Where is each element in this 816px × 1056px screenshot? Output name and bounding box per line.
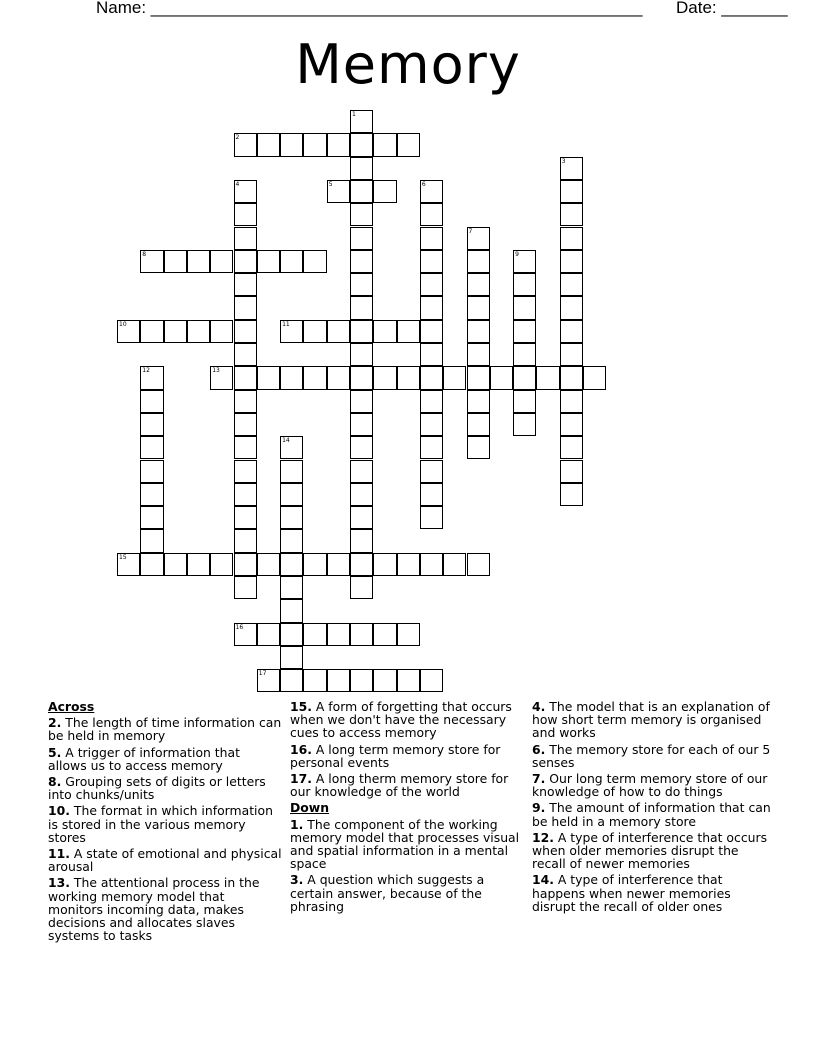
clue-text: The length of time information can be held in memory bbox=[48, 715, 282, 744]
clue-number-label: 11. bbox=[48, 846, 70, 862]
clue-number: 13 bbox=[212, 367, 220, 375]
crossword-cell[interactable] bbox=[373, 320, 396, 343]
crossword-cell[interactable] bbox=[350, 110, 373, 133]
clue-item bbox=[48, 775, 282, 801]
crossword-cell[interactable] bbox=[350, 460, 373, 483]
crossword-cell[interactable] bbox=[420, 320, 443, 343]
crossword-cell[interactable] bbox=[560, 320, 583, 343]
crossword-cell[interactable] bbox=[397, 133, 420, 156]
clue-item bbox=[290, 772, 524, 798]
clue-number: 5 bbox=[328, 180, 333, 188]
clue-number: 7 bbox=[468, 227, 473, 235]
clue-number: 10 bbox=[119, 320, 127, 328]
crossword-cell[interactable] bbox=[234, 320, 257, 343]
clue-text: A long therm memory store for our knowledge of the world bbox=[290, 771, 509, 800]
crossword-cell[interactable] bbox=[420, 343, 443, 366]
crossword-cell[interactable] bbox=[350, 529, 373, 552]
crossword-cell[interactable] bbox=[560, 436, 583, 459]
crossword-cell[interactable] bbox=[280, 529, 303, 552]
crossword-cell[interactable] bbox=[420, 250, 443, 273]
crossword-cell[interactable] bbox=[327, 623, 350, 646]
crossword-cell[interactable] bbox=[513, 343, 536, 366]
crossword-cell[interactable] bbox=[187, 320, 210, 343]
crossword-cell[interactable] bbox=[257, 366, 280, 389]
crossword-cell[interactable] bbox=[467, 273, 490, 296]
crossword-cell[interactable] bbox=[280, 553, 303, 576]
crossword-cell[interactable] bbox=[140, 460, 163, 483]
crossword-cell[interactable] bbox=[467, 413, 490, 436]
clue-number: 9 bbox=[515, 250, 519, 258]
clue-item bbox=[532, 831, 772, 871]
crossword-cell[interactable] bbox=[303, 669, 326, 692]
crossword-cell[interactable] bbox=[234, 180, 257, 203]
crossword-cell[interactable] bbox=[140, 529, 163, 552]
name-field-label[interactable]: Name: ____________________________________________________ bbox=[96, 0, 643, 17]
crossword-cell[interactable] bbox=[536, 366, 559, 389]
crossword-cell[interactable] bbox=[210, 250, 233, 273]
crossword-cell[interactable] bbox=[280, 599, 303, 622]
clue-item bbox=[290, 818, 524, 871]
clue-number-label: 7. bbox=[532, 771, 546, 787]
clue-item bbox=[290, 700, 524, 740]
crossword-cell[interactable] bbox=[303, 250, 326, 273]
crossword-cell[interactable] bbox=[350, 157, 373, 180]
crossword-cell[interactable] bbox=[350, 273, 373, 296]
crossword-cell[interactable] bbox=[140, 436, 163, 459]
crossword-cell[interactable] bbox=[467, 343, 490, 366]
clue-text: A form of forgetting that occurs when we don't have the necessary cues to access memory bbox=[290, 699, 512, 741]
crossword-cell[interactable] bbox=[397, 623, 420, 646]
crossword-cell[interactable] bbox=[420, 366, 443, 389]
clue-number-label: 2. bbox=[48, 715, 62, 731]
clues-column-1 bbox=[48, 700, 282, 945]
crossword-cell[interactable] bbox=[187, 250, 210, 273]
crossword-cell[interactable] bbox=[234, 413, 257, 436]
crossword-cell[interactable] bbox=[350, 366, 373, 389]
crossword-cell[interactable] bbox=[257, 669, 280, 692]
crossword-cell[interactable] bbox=[373, 366, 396, 389]
crossword-cell[interactable] bbox=[420, 669, 443, 692]
page-title: Memory bbox=[295, 33, 521, 96]
clue-item bbox=[48, 716, 282, 742]
crossword-cell[interactable] bbox=[513, 366, 536, 389]
crossword-cell[interactable] bbox=[467, 553, 490, 576]
crossword-cell[interactable] bbox=[583, 366, 606, 389]
clue-item bbox=[532, 801, 772, 827]
clue-number: 11 bbox=[282, 320, 290, 328]
crossword-cell[interactable] bbox=[327, 669, 350, 692]
crossword-cell[interactable] bbox=[280, 506, 303, 529]
clue-number-label: 16. bbox=[290, 741, 312, 757]
crossword-cell[interactable] bbox=[164, 250, 187, 273]
crossword-cell[interactable] bbox=[280, 483, 303, 506]
crossword-cell[interactable] bbox=[234, 506, 257, 529]
crossword-cell[interactable] bbox=[560, 483, 583, 506]
crossword-cell[interactable] bbox=[280, 366, 303, 389]
crossword-cell[interactable] bbox=[350, 320, 373, 343]
clue-number: 14 bbox=[282, 437, 290, 445]
crossword-cell[interactable] bbox=[140, 390, 163, 413]
crossword-cell[interactable] bbox=[327, 133, 350, 156]
crossword-cell[interactable] bbox=[560, 366, 583, 389]
clue-item bbox=[290, 743, 524, 769]
crossword-cell[interactable] bbox=[397, 320, 420, 343]
crossword-cell[interactable] bbox=[513, 296, 536, 319]
crossword-cell[interactable] bbox=[140, 250, 163, 273]
crossword-cell[interactable] bbox=[373, 133, 396, 156]
crossword-cell[interactable] bbox=[280, 646, 303, 669]
crossword-cell[interactable] bbox=[280, 623, 303, 646]
crossword-cell[interactable] bbox=[234, 436, 257, 459]
clue-number-label: 5. bbox=[48, 744, 62, 760]
crossword-cell[interactable] bbox=[513, 390, 536, 413]
crossword-cell[interactable] bbox=[117, 553, 140, 576]
crossword-cell[interactable] bbox=[420, 413, 443, 436]
crossword-cell[interactable] bbox=[467, 227, 490, 250]
crossword-cell[interactable] bbox=[164, 320, 187, 343]
crossword-cell[interactable] bbox=[234, 483, 257, 506]
clue-item bbox=[48, 804, 282, 844]
crossword-cell[interactable] bbox=[560, 296, 583, 319]
clue-text: A state of emotional and physical arousal bbox=[48, 846, 282, 875]
clue-item bbox=[48, 746, 282, 772]
crossword-cell[interactable] bbox=[257, 553, 280, 576]
clue-number-label: 1. bbox=[290, 816, 304, 832]
crossword-cell[interactable] bbox=[420, 273, 443, 296]
crossword-cell[interactable] bbox=[420, 227, 443, 250]
date-field-label[interactable]: Date: _______ bbox=[676, 0, 788, 17]
clue-item bbox=[290, 873, 524, 913]
crossword-cell[interactable] bbox=[467, 296, 490, 319]
clue-text: The format in which information is stored in the various memory stores bbox=[48, 803, 273, 845]
crossword-cell[interactable] bbox=[420, 483, 443, 506]
crossword-cell[interactable] bbox=[560, 460, 583, 483]
crossword-cell[interactable] bbox=[280, 320, 303, 343]
crossword-cell[interactable] bbox=[234, 529, 257, 552]
crossword-cell[interactable] bbox=[560, 227, 583, 250]
crossword-cell[interactable] bbox=[280, 436, 303, 459]
crossword-cell[interactable] bbox=[420, 180, 443, 203]
crossword-cell[interactable] bbox=[257, 623, 280, 646]
clue-item bbox=[532, 873, 772, 913]
crossword-cell[interactable] bbox=[187, 553, 210, 576]
crossword-cell[interactable] bbox=[234, 273, 257, 296]
clue-text: A type of interference that occurs when older memories disrupt the recall of newer memories bbox=[532, 829, 768, 872]
clues-column-2 bbox=[290, 700, 524, 916]
clue-number-label: 17. bbox=[290, 771, 312, 787]
crossword-cell[interactable] bbox=[443, 366, 466, 389]
crossword-cell[interactable] bbox=[234, 623, 257, 646]
clue-number-label: 4. bbox=[532, 699, 546, 714]
clues-column-3 bbox=[532, 700, 772, 916]
clue-number-label: 10. bbox=[48, 803, 70, 819]
crossword-cell[interactable] bbox=[513, 413, 536, 436]
crossword-cell[interactable] bbox=[350, 227, 373, 250]
crossword-cell[interactable] bbox=[257, 133, 280, 156]
crossword-cell[interactable] bbox=[490, 366, 513, 389]
crossword-cell[interactable] bbox=[350, 390, 373, 413]
crossword-cell[interactable] bbox=[303, 320, 326, 343]
clue-text: The amount of information that can be held in a memory store bbox=[532, 800, 771, 829]
crossword-cell[interactable] bbox=[420, 460, 443, 483]
crossword-cell[interactable] bbox=[164, 553, 187, 576]
crossword-cell[interactable] bbox=[234, 390, 257, 413]
crossword-cell[interactable] bbox=[467, 436, 490, 459]
crossword-cell[interactable] bbox=[140, 320, 163, 343]
crossword-cell[interactable] bbox=[303, 133, 326, 156]
crossword-cell[interactable] bbox=[373, 180, 396, 203]
down-header: Down bbox=[290, 800, 330, 816]
crossword-cell[interactable] bbox=[280, 250, 303, 273]
crossword-cell[interactable] bbox=[234, 460, 257, 483]
crossword-cell[interactable] bbox=[560, 157, 583, 180]
crossword-cell[interactable] bbox=[350, 576, 373, 599]
crossword-cell[interactable] bbox=[350, 203, 373, 226]
crossword-cell[interactable] bbox=[327, 553, 350, 576]
clue-number-label: 12. bbox=[532, 829, 554, 845]
crossword-cell[interactable] bbox=[560, 390, 583, 413]
crossword-cell[interactable] bbox=[327, 180, 350, 203]
crossword-cell[interactable] bbox=[234, 203, 257, 226]
across-header: Across bbox=[48, 699, 95, 714]
clue-number-label: 9. bbox=[532, 800, 546, 816]
clue-number: 1 bbox=[352, 111, 356, 118]
crossword-cell[interactable] bbox=[140, 553, 163, 576]
crossword-cell[interactable] bbox=[140, 483, 163, 506]
clue-number-label: 8. bbox=[48, 774, 62, 790]
clue-number: 3 bbox=[561, 157, 566, 165]
crossword-cell[interactable] bbox=[234, 227, 257, 250]
crossword-cell[interactable] bbox=[420, 203, 443, 226]
clue-number: 12 bbox=[142, 367, 150, 375]
crossword-cell[interactable] bbox=[303, 623, 326, 646]
crossword-cell[interactable] bbox=[397, 366, 420, 389]
crossword-cell[interactable] bbox=[210, 366, 233, 389]
crossword-cell[interactable] bbox=[303, 553, 326, 576]
crossword-cell[interactable] bbox=[420, 506, 443, 529]
clue-text: The model that is an explanation of how short term memory is organised and works bbox=[532, 699, 770, 741]
clue-item bbox=[48, 847, 282, 873]
crossword-cell[interactable] bbox=[234, 296, 257, 319]
crossword-cell[interactable] bbox=[327, 320, 350, 343]
clue-number-label: 13. bbox=[48, 875, 70, 891]
clue-number: 4 bbox=[235, 180, 240, 188]
clue-text: A trigger of information that allows us to access memory bbox=[48, 744, 240, 773]
crossword-cell[interactable] bbox=[513, 250, 536, 273]
clue-number-label: 15. bbox=[290, 699, 312, 714]
clue-number-label: 14. bbox=[532, 872, 554, 888]
crossword-cell[interactable] bbox=[234, 553, 257, 576]
crossword-cell[interactable] bbox=[350, 133, 373, 156]
crossword-cell[interactable] bbox=[560, 180, 583, 203]
clue-text: A question which suggests a certain answer, because of the phrasing bbox=[290, 872, 485, 914]
clue-text: Grouping sets of digits or letters into chunks/units bbox=[48, 774, 266, 803]
clue-item bbox=[532, 743, 772, 769]
crossword-cell[interactable] bbox=[257, 250, 280, 273]
crossword-cell[interactable] bbox=[303, 366, 326, 389]
crossword-cell[interactable] bbox=[280, 669, 303, 692]
clue-text: Our long term memory store of our knowledge of how to do things bbox=[532, 771, 768, 800]
crossword-cell[interactable] bbox=[467, 366, 490, 389]
crossword-cell[interactable] bbox=[210, 320, 233, 343]
crossword-cell[interactable] bbox=[350, 413, 373, 436]
crossword-cell[interactable] bbox=[280, 133, 303, 156]
crossword-cell[interactable] bbox=[350, 436, 373, 459]
crossword-cell[interactable] bbox=[350, 553, 373, 576]
clue-item bbox=[532, 700, 772, 740]
crossword-cell[interactable] bbox=[420, 436, 443, 459]
crossword-cell[interactable] bbox=[350, 669, 373, 692]
crossword-cell[interactable] bbox=[467, 250, 490, 273]
clue-number-label: 6. bbox=[532, 741, 546, 757]
clue-number: 6 bbox=[421, 180, 426, 188]
crossword-cell[interactable] bbox=[373, 553, 396, 576]
crossword-cell[interactable] bbox=[234, 576, 257, 599]
crossword-cell[interactable] bbox=[350, 623, 373, 646]
clue-number: 15 bbox=[119, 553, 127, 561]
clue-item bbox=[532, 772, 772, 798]
clue-number: 8 bbox=[142, 250, 147, 258]
crossword-cell[interactable] bbox=[420, 553, 443, 576]
crossword-cell[interactable] bbox=[443, 553, 466, 576]
crossword-cell[interactable] bbox=[560, 343, 583, 366]
crossword-cell[interactable] bbox=[350, 483, 373, 506]
crossword-cell[interactable] bbox=[210, 553, 233, 576]
crossword-cell[interactable] bbox=[350, 250, 373, 273]
clue-text: The component of the working memory model that processes visual and spatial information in a mental space bbox=[290, 816, 520, 872]
crossword-cell[interactable] bbox=[280, 576, 303, 599]
crossword-cell[interactable] bbox=[280, 460, 303, 483]
clue-number-label: 3. bbox=[290, 872, 304, 888]
clue-text: A long term memory store for personal events bbox=[290, 741, 501, 770]
clue-number: 16 bbox=[235, 623, 244, 631]
crossword-cell[interactable] bbox=[560, 250, 583, 273]
clue-number: 2 bbox=[235, 134, 240, 142]
crossword-cell[interactable] bbox=[420, 390, 443, 413]
clue-text: A type of interference that happens when newer memories disrupt the recall of older ones bbox=[532, 872, 731, 914]
clue-number: 17 bbox=[258, 670, 267, 678]
crossword-cell[interactable] bbox=[420, 296, 443, 319]
crossword-cell[interactable] bbox=[560, 413, 583, 436]
crossword-cell[interactable] bbox=[350, 296, 373, 319]
crossword-cell[interactable] bbox=[234, 133, 257, 156]
crossword-cell[interactable] bbox=[117, 320, 140, 343]
crossword-cell[interactable] bbox=[140, 506, 163, 529]
crossword-cell[interactable] bbox=[350, 180, 373, 203]
crossword-cell[interactable] bbox=[560, 273, 583, 296]
crossword-cell[interactable] bbox=[140, 413, 163, 436]
clue-text: The memory store for each of our 5 senses bbox=[532, 741, 771, 770]
clue-item bbox=[48, 876, 282, 942]
crossword-cell[interactable] bbox=[397, 669, 420, 692]
crossword-cell[interactable] bbox=[560, 203, 583, 226]
crossword-cell[interactable] bbox=[397, 553, 420, 576]
crossword-cell[interactable] bbox=[373, 669, 396, 692]
crossword-cell[interactable] bbox=[350, 506, 373, 529]
crossword-cell[interactable] bbox=[350, 343, 373, 366]
clue-text: The attentional process in the working memory model that monitors incoming data, makes decisions and allocates slaves systems to tasks bbox=[48, 875, 260, 944]
crossword-cell[interactable] bbox=[327, 366, 350, 389]
crossword-cell[interactable] bbox=[373, 623, 396, 646]
crossword-cell[interactable] bbox=[467, 390, 490, 413]
crossword-cell[interactable] bbox=[234, 343, 257, 366]
crossword-cell[interactable] bbox=[140, 366, 163, 389]
crossword-cell[interactable] bbox=[234, 366, 257, 389]
crossword-cell[interactable] bbox=[234, 250, 257, 273]
crossword-cell[interactable] bbox=[467, 320, 490, 343]
crossword-cell[interactable] bbox=[513, 320, 536, 343]
crossword-cell[interactable] bbox=[513, 273, 536, 296]
